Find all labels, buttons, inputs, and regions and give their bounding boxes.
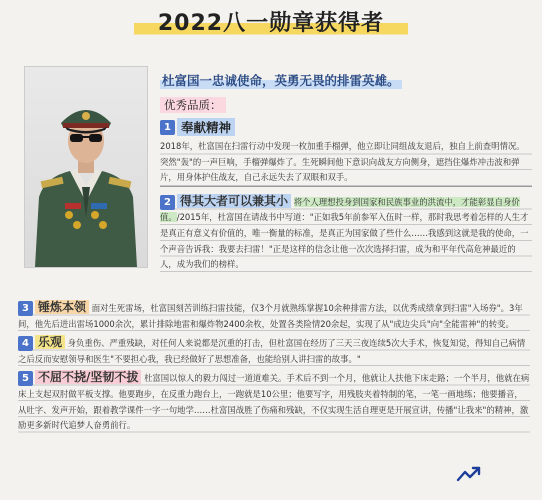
title-area <box>0 6 542 40</box>
section-2 <box>160 194 532 273</box>
page-title: 2022八一勋章获得者 <box>134 6 408 37</box>
section-1-header <box>160 118 532 136</box>
section-number-1: 1 <box>160 120 175 135</box>
right-column <box>160 70 532 273</box>
section-number-5: 5 <box>18 371 33 386</box>
section-number-3: 3 <box>18 301 33 316</box>
section-2-lead: 将个人理想投身到国家和民族事业的洪流中，才能彰显自身价值。 <box>160 196 520 223</box>
section-4-title: 乐观 <box>35 335 65 349</box>
section-2-title: 得其大者可以兼其小 <box>177 194 291 208</box>
section-3-text: 面对生死雷场，杜富国刻苦训练扫雷技能，仅3个月就熟练掌握10余种排雷方法，以优秀成绩拿到扫雷"入场券"。3年间，他先后进出雷场1000余次，累计排除地雷和爆炸物2400余枚，处置各类险情20余起，实现了从"成边尖兵"向"全能雷神"的转变。 <box>18 303 523 329</box>
lower-sections <box>18 300 530 437</box>
trend-arrow-icon <box>456 466 482 486</box>
section-5-text: 杜富国以惊人的毅力闯过一道道难关。手术后不到一个月，他就让人扶他下床走路；一个半月，他就在病床上支起双肘做平板支撑。他要跑步，在反重力跑台上，一跑就是10公里；他要写字，用残肢夹着特制的笔，一笔一画地练；他要播音，从吐字、发声开始，跟着教学课件一字一句地学……杜富国战胜了伤痛和残缺，不仅实现生活自理更是开展宣讲，传播"让我来"的精神，激励更多新时代追梦人奋勇前行。 <box>18 373 530 431</box>
section-3 <box>18 300 530 332</box>
section-number-2: 2 <box>160 195 175 210</box>
section-4 <box>18 335 530 367</box>
section-2-text: /2015年，杜富国在请战书中写道："正如我5年前参军入伍时一样，那时我思考着怎样的人生才是真正有意义有价值的，唯一衡量的标准，是真正为国家做了些什么……我感到这就是我的使命，一个声音告诉我：我要去扫雷！"正是这样的信念让他一次次选择扫雷，成为和平年代高危神最近的人，成为我们的榜样。 <box>160 212 529 270</box>
section-1-title: 奉献精神 <box>177 118 235 136</box>
soldier-portrait-icon <box>25 67 147 267</box>
section-5-title: 不屈不挠/坚韧不拔 <box>35 370 141 384</box>
section-number-4: 4 <box>18 336 33 351</box>
section-5 <box>18 370 530 433</box>
section-1-text: 2018年，杜富国在扫雷行动中发现一枚加重手榴弹，他立即让同组战友退后，独自上前查明情况。突然"轰"的一声巨响，手榴弹爆炸了。生死瞬间他下意识向战友方向侧身，遮挡住爆炸冲击波和弹片，用身体护住战友，自己永远失去了双眼和双手。 <box>160 139 532 187</box>
portrait-photo <box>24 66 148 268</box>
qualities-label: 优秀品质： <box>160 97 226 113</box>
section-3-title: 锤炼本领 <box>35 300 89 314</box>
headline: 杜富国一忠诚使命，英勇无畏的排雷英雄。 <box>162 73 400 88</box>
section-4-text: 身负重伤、严重残缺，对任何人来说都是沉重的打击，但杜富国在经历了三天三夜连续5次大手术，恢复知觉，得知自己病情之后反而安慰领导和医生"不要担心我，我已经做好了思想准备，也能给别人讲扫雷的故事。" <box>18 338 526 364</box>
